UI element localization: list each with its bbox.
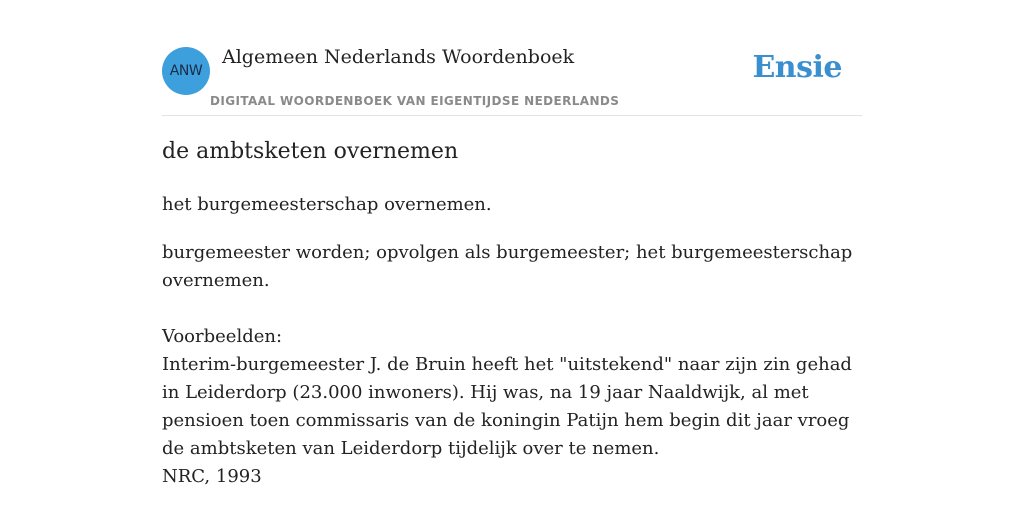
header-divider: [162, 115, 862, 116]
example-source: NRC, 1993: [162, 466, 262, 487]
logo-text: ANW: [169, 63, 203, 79]
example-text: Interim-burgemeester J. de Bruin heeft het "uitstekend" naar zijn zin gehad in Leiderdorp (23.000 inwoners). Hij was, na 19 jaar Naaldwijk, al met pensioen toen commissaris van de koningin Patijn hem begin dit jaar vroeg de ambtsketen van Leiderdorp tijdelijk over te nemen.: [162, 354, 852, 459]
long-definition: burgemeester worden; opvolgen als burgemeester; het burgemeesterschap overnemen.: [162, 242, 853, 291]
examples-heading: Voorbeelden:: [162, 326, 283, 347]
short-definition: het burgemeesterschap overnemen.: [162, 194, 492, 215]
ensie-brand-logo[interactable]: Ensie: [752, 50, 842, 85]
entry-title: de ambtsketen overnemen: [162, 139, 459, 164]
site-subtitle: DIGITAAL WOORDENBOEK VAN EIGENTIJDSE NEDERLANDS: [210, 94, 620, 108]
site-title[interactable]: Algemeen Nederlands Woordenboek: [222, 46, 575, 68]
anw-logo[interactable]: [162, 47, 210, 95]
spacer: [162, 295, 862, 323]
definition-block: [162, 239, 862, 491]
